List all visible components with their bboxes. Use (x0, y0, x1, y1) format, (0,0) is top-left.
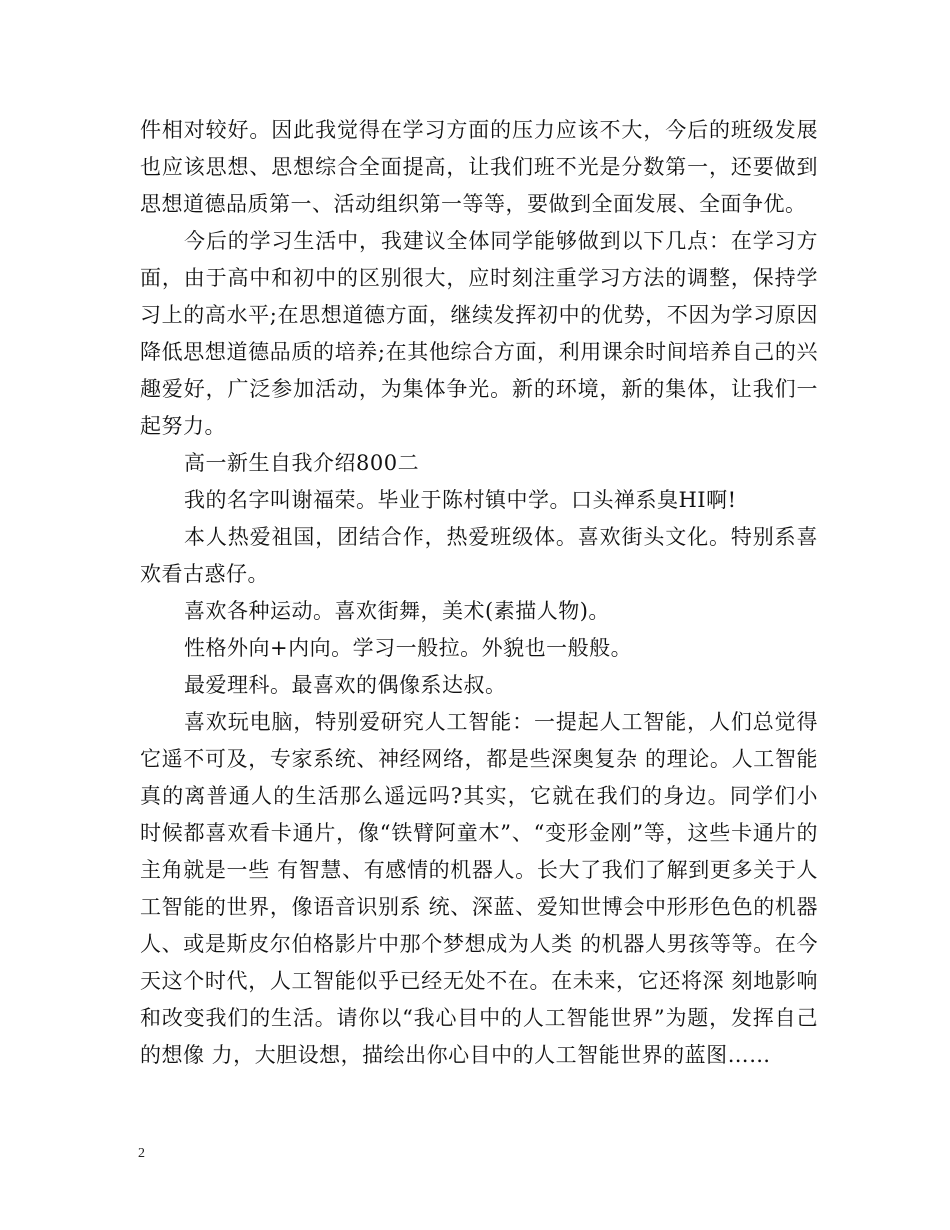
paragraph-interests: 本人热爱祖国，团结合作，热爱班级体。喜欢街头文化。特别系喜欢看古惑仔。 (140, 525, 818, 586)
page-number: 2 (138, 1146, 145, 1161)
section-heading: 高一新生自我介绍800二 (184, 451, 420, 475)
paragraph-name: 我的名字叫谢福荣。毕业于陈村镇中学。口头禅系臭HI啊! (184, 488, 737, 512)
paragraph-personality: 性格外向+内向。学习一般拉。外貌也一般般。 (184, 636, 633, 660)
paragraph-favorites: 最爱理科。最喜欢的偶像系达叔。 (184, 673, 507, 697)
paragraph-continuation: 件相对较好。因此我觉得在学习方面的压力应该不大，今后的班级发展也应该思想、思想综合全面提高，让我们班不光是分数第一，还要做到思想道德品质第一、活动组织第一等等，要做到全面发展、全面争优。 (140, 118, 818, 216)
paragraph-study-suggestions: 今后的学习生活中，我建议全体同学能够做到以下几点：在学习方面，由于高中和初中的区别很大，应时刻注重学习方法的调整，保持学习上的高水平;在思想道德方面，继续发挥初中的优势，不因为学习原因降低思想道德品质的培养;在其他综合方面，利用课余时间培养自己的兴趣爱好，广泛参加活动，为集体争光。新的环境，新的集体，让我们一起努力。 (140, 229, 818, 438)
paragraph-sports: 喜欢各种运动。喜欢街舞，美术(素描人物)。 (184, 599, 610, 623)
document-body (140, 112, 818, 1074)
paragraph-ai: 喜欢玩电脑，特别爱研究人工智能：一提起人工智能，人们总觉得它遥不可及，专家系统、神经网络，都是些深奥复杂 的理论。人工智能真的离普通人的生活那么遥远吗?其实，它就在我们的身边。同学们小时候都喜欢看卡通片，像“铁臂阿童木”、“变形金刚”等，这些卡通片的主角就是一些 有智慧、有感情的机器人。长大了我们了解到更多关于人工智能的世界，像语音识别系 统、深蓝、爱知世博会中形形色色的机器人、或是斯皮尔伯格影片中那个梦想成为人类 的机器人男孩等等。在今天这个时代，人工智能似乎已经无处不在。在未来，它还将深 刻地影响和改变我们的生活。请你以“我心目中的人工智能世界”为题，发挥自己的想像 力，大胆设想，描绘出你心目中的人工智能世界的蓝图…… (140, 710, 818, 1067)
